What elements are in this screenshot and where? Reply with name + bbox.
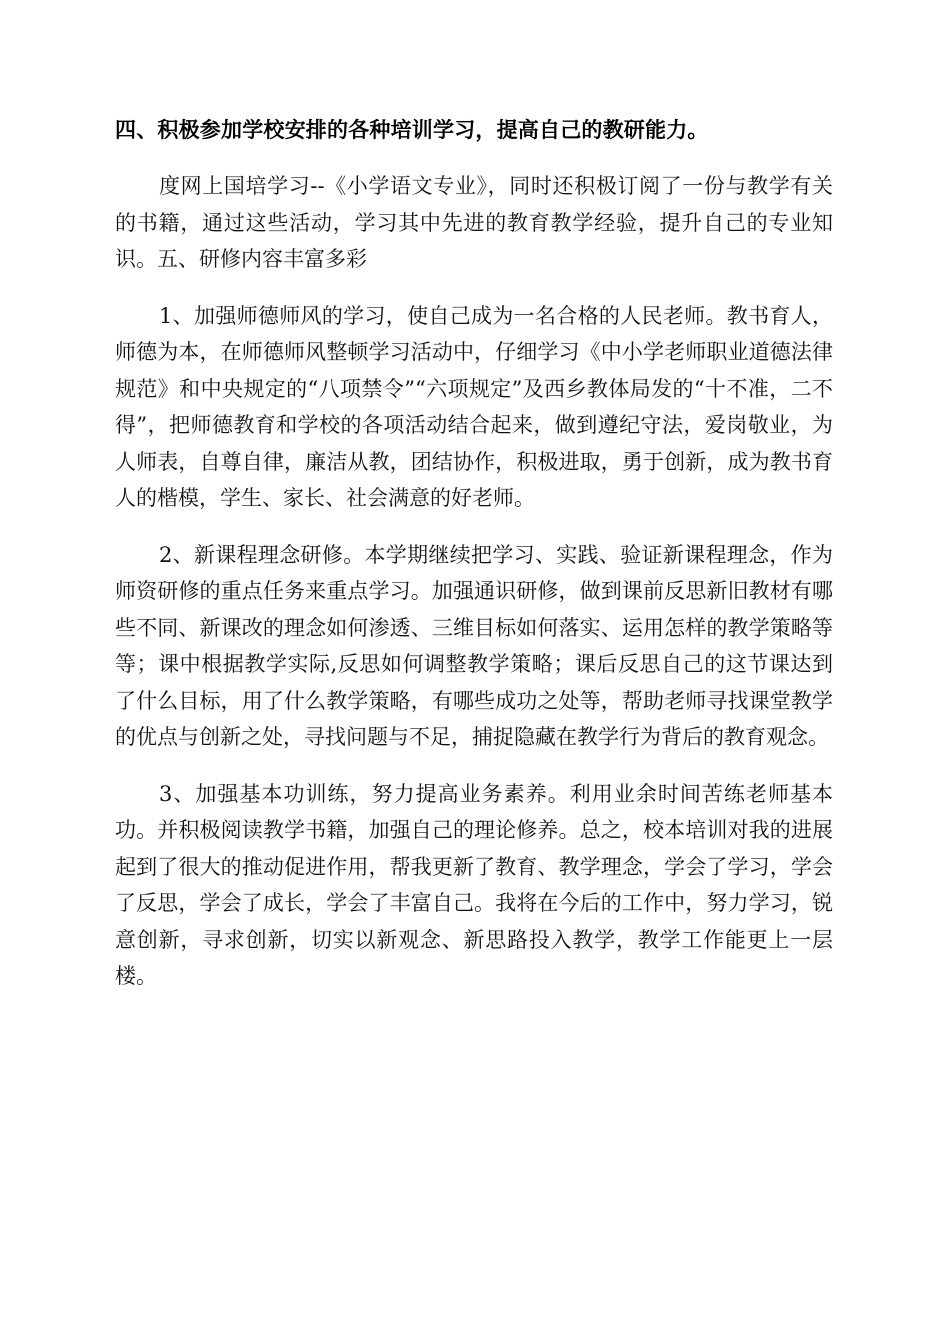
document-body [115,112,833,1015]
paragraph-skills: 3、加强基本功训练，努力提高业务素养。利用业余时间苦练老师基本功。并积极阅读教学书籍，加强自己的理论修养。总之，校本培训对我的进展起到了很大的推动促进作用，帮我更新了教育、教学理念，学会了学习，学会了反思，学会了成长，学会了丰富自己。我将在今后的工作中，努力学习，锐意创新，寻求创新，切实以新观念、新思路投入教学，教学工作能更上一层楼。 [115,781,833,988]
paragraph-ethics: 1、加强师德师风的学习，使自己成为一名合格的人民老师。教书育人，师德为本，在师德师风整顿学习活动中，仔细学习《中小学老师职业道德法律规范》和中央规定的“八项禁令”“六项规定”及西乡教体局发的“十不准，二不得”，把师德教育和学校的各项活动结合起来，做到遵纪守法，爱岗敬业，为人师表，自尊自律，廉洁从教，团结协作，积极进取，勇于创新，成为教书育人的楷模，学生、家长、社会满意的好老师。 [115,303,833,510]
section-heading: 四、积极参加学校安排的各种培训学习，提高自己的教研能力。 [115,118,709,142]
paragraph-curriculum: 2、新课程理念研修。本学期继续把学习、实践、验证新课程理念，作为师资研修的重点任务来重点学习。加强通识研修，做到课前反思新旧教材有哪些不同、新课改的理念如何渗透、三维目标如何落实、运用怎样的教学策略等等；课中根据教学实际,反思如何调整教学策略；课后反思自己的这节课达到了什么目标，用了什么教学策略，有哪些成功之处等，帮助老师寻找课堂教学的优点与创新之处，寻找问题与不足，捕捉隐藏在教学行为背后的教育观念。 [115,542,833,749]
paragraph-intro: 度网上国培学习--《小学语文专业》，同时还积极订阅了一份与教学有关的书籍，通过这些活动，学习其中先进的教育教学经验，提升自己的专业知识。五、研修内容丰富多彩 [115,174,833,271]
